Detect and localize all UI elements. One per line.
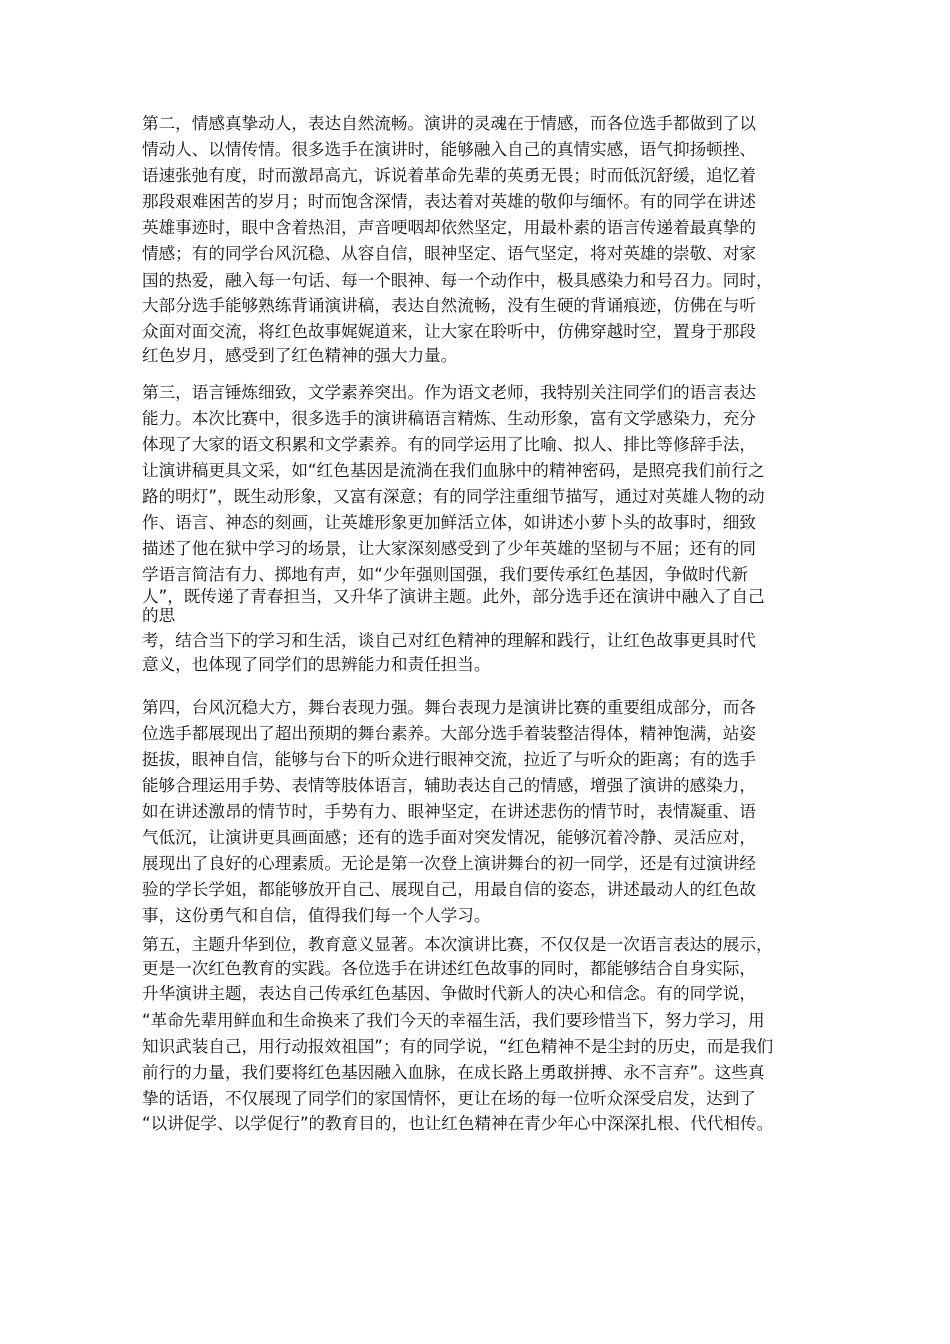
text-line: 能力。本次比赛中，很多选手的演讲稿语言精炼、生动形象，富有文学感染力，充分 bbox=[142, 409, 756, 428]
text-line: 大部分选手能够熟练背诵演讲稿，表达自然流畅，没有生硬的背诵痕迹，仿佛在与听 bbox=[142, 296, 756, 315]
text-line: 升华演讲主题，表达自己传承红色基因、争做时代新人的决心和信念。有的同学说， bbox=[142, 984, 756, 1003]
text-line: 让演讲稿更具文采，如“红色基因是流淌在我们血脉中的精神密码，是照亮我们前行之 bbox=[142, 461, 765, 480]
text-line: 第三，语言锤炼细致，文学素养突出。作为语文老师，我特别关注同学们的语言表达 bbox=[142, 383, 756, 402]
text-line: 知识武装自己，用行动报效祖国”；有的同学说，“红色精神不是尘封的历史，而是我们 bbox=[142, 1037, 774, 1056]
text-line: 英雄事迹时，眼中含着热泪，声音哽咽却依然坚定，用最朴素的语言传递着最真挚的 bbox=[142, 218, 756, 237]
text-line: 众面对面交流，将红色故事娓娓道来，让大家在聆听中，仿佛穿越时空，置身于那段 bbox=[142, 322, 756, 341]
text-line: 能够合理运用手势、表情等肢体语言，辅助表达自己的情感，增强了演讲的感染力， bbox=[142, 776, 756, 795]
text-line: 更是一次红色教育的实践。各位选手在讲述红色故事的同时，都能够结合自身实际， bbox=[142, 959, 756, 978]
text-line: 红色岁月，感受到了红色精神的强大力量。 bbox=[142, 346, 458, 365]
text-line: 位选手都展现出了超出预期的舞台素养。大部分选手着装整洁得体，精神饱满，站姿 bbox=[142, 724, 756, 743]
text-line: 路的明灯”，既生动形象，又富有深意；有的同学注重细节描写，通过对英雄人物的动 bbox=[142, 487, 765, 506]
text-line: 语速张弛有度，时而激昂高亢，诉说着革命先辈的英勇无畏；时而低沉舒缓，追忆着 bbox=[142, 166, 756, 185]
text-line: 前行的力量，我们要将红色基因融入血脉，在成长路上勇敢拼搏、永不言弃”。这些真 bbox=[142, 1063, 765, 1082]
text-line: 学语言简洁有力、掷地有声，如“少年强则国强，我们要传承红色基因，争做时代新 bbox=[142, 565, 748, 584]
text-line: 考，结合当下的学习和生活，谈自己对红色精神的理解和践行，让红色故事更具时代 bbox=[142, 631, 756, 650]
text-line: 的思 bbox=[142, 606, 176, 625]
text-line: 国的热爱，融入每一句话、每一个眼神、每一个动作中，极具感染力和号召力。同时， bbox=[142, 271, 773, 290]
text-line: 作、语言、神态的刻画，让英雄形象更加鲜活立体，如讲述小萝卜头的故事时，细致 bbox=[142, 513, 756, 532]
text-line: 那段艰难困苦的岁月；时而饱含深情，表达着对英雄的敬仰与缅怀。有的同学在讲述 bbox=[142, 192, 756, 211]
text-line: 挚的话语，不仅展现了同学们的家国情怀，更让在场的每一位听众深受启发，达到了 bbox=[142, 1089, 756, 1108]
text-line: 第四，台风沉稳大方，舞台表现力强。舞台表现力是演讲比赛的重要组成部分，而各 bbox=[142, 698, 756, 717]
text-line: 体现了大家的语文积累和文学素养。有的同学运用了比喻、拟人、排比等修辞手法， bbox=[142, 435, 756, 454]
text-line: 如在讲述激昂的情节时，手势有力、眼神坚定，在讲述悲伤的情节时，表情凝重、语 bbox=[142, 802, 756, 821]
text-line: 挺拔，眼神自信，能够与台下的听众进行眼神交流，拉近了与听众的距离；有的选手 bbox=[142, 750, 756, 769]
text-line: 人”，既传递了青春担当，又升华了演讲主题。此外，部分选手还在演讲中融入了自己 bbox=[142, 587, 765, 606]
text-line: 事，这份勇气和自信，值得我们每一个人学习。 bbox=[142, 906, 491, 925]
text-line: 气低沉，让演讲更具画面感；还有的选手面对突发情况，能够沉着冷静、灵活应对， bbox=[142, 828, 756, 847]
text-line: 情动人、以情传情。很多选手在演讲时，能够融入自己的真情实感，语气抑扬顿挫、 bbox=[142, 140, 756, 159]
text-line: 描述了他在狱中学习的场景，让大家深刻感受到了少年英雄的坚韧与不屈；还有的同 bbox=[142, 539, 756, 558]
text-line: 第二，情感真挚动人，表达自然流畅。演讲的灵魂在于情感，而各位选手都做到了以 bbox=[142, 114, 756, 133]
text-line: 意义，也体现了同学们的思辨能力和责任担当。 bbox=[142, 655, 491, 674]
text-line: “革命先辈用鲜血和生命换来了我们今天的幸福生活，我们要珍惜当下，努力学习，用 bbox=[142, 1011, 765, 1030]
text-line: 展现出了良好的心理素质。无论是第一次登上演讲舞台的初一同学，还是有过演讲经 bbox=[142, 854, 756, 873]
text-line: 验的学长学姐，都能够放开自己、展现自己，用最自信的姿态，讲述最动人的红色故 bbox=[142, 880, 756, 899]
text-line: “以讲促学、以学促行”的教育目的，也让红色精神在青少年心中深深扎根、代代相传。 bbox=[142, 1114, 774, 1133]
text-line: 第五，主题升华到位，教育意义显著。本次演讲比赛，不仅仅是一次语言表达的展示， bbox=[142, 935, 773, 954]
text-line: 情感；有的同学台风沉稳、从容自信，眼神坚定、语气坚定，将对英雄的崇敬、对家 bbox=[142, 244, 756, 263]
